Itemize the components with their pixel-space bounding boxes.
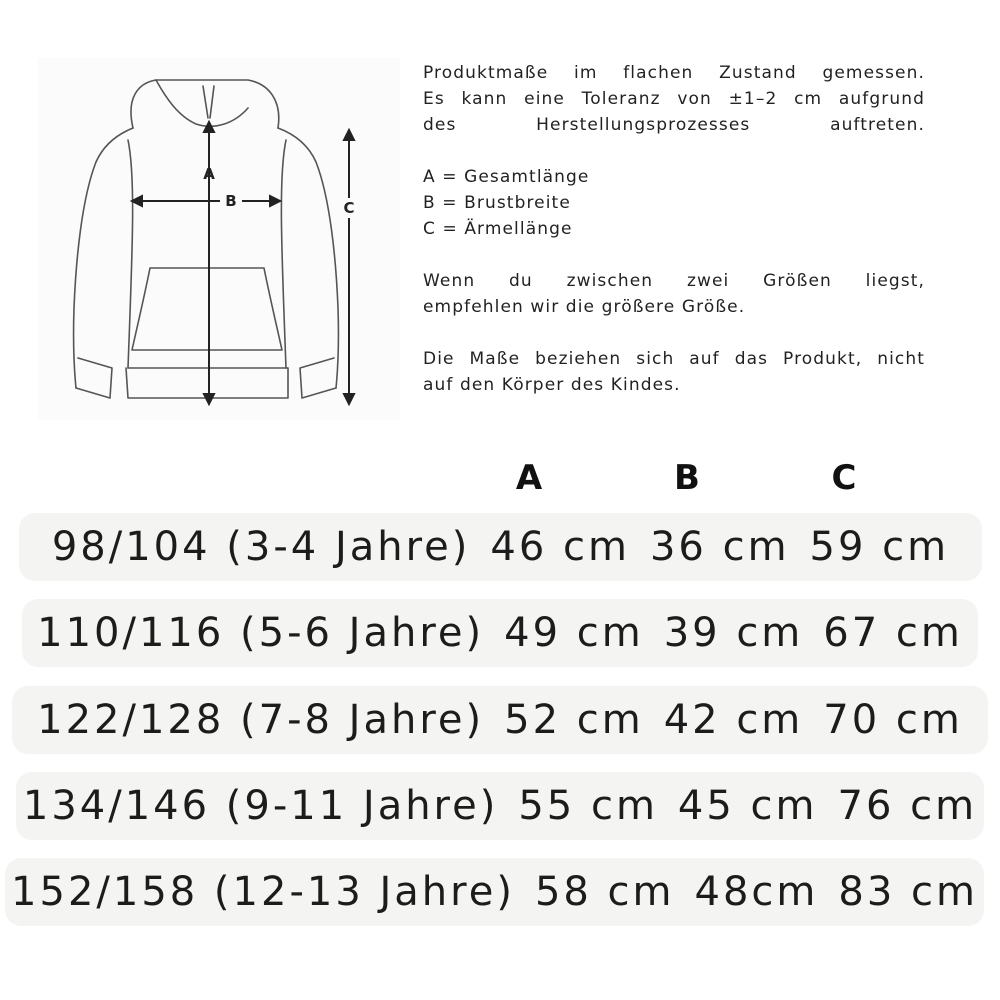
size-row [12, 686, 988, 754]
size-row [5, 858, 984, 926]
value-a: 52 cm [504, 697, 644, 743]
hoodie-drawing [38, 58, 400, 420]
size-row [16, 772, 984, 840]
legend-b: B = Brustbreite [423, 193, 571, 213]
value-c: 59 cm [809, 524, 950, 570]
note-line-1: Produktmaße im flachen Zustand gemessen. [423, 63, 925, 83]
note-line-2: Es kann eine Toleranz von ±1–2 cm aufgrund [423, 89, 925, 109]
label-b: B [225, 192, 237, 210]
label-a: A [203, 165, 215, 183]
size-label: 110/116 (5-6 Jahre) [37, 610, 485, 656]
measurement-note [423, 60, 925, 138]
column-header-c: C [831, 458, 857, 498]
size-label: 122/128 (7-8 Jahre) [37, 697, 485, 743]
advice-line-1: Wenn du zwischen zwei Größen liegst, [423, 271, 925, 291]
value-b: 42 cm [663, 697, 804, 743]
advice-line-2: empfehlen wir die größere Größe. [423, 297, 746, 317]
value-b: 48cm [694, 869, 819, 915]
value-c: 67 cm [823, 610, 963, 656]
note-line-3: des Herstellungsprozesses auftreten. [423, 115, 925, 135]
value-a: 55 cm [518, 783, 658, 829]
value-a: 46 cm [490, 524, 630, 570]
hoodie-illustration [38, 58, 400, 420]
size-advice [423, 268, 925, 320]
legend-a: A = Gesamtlänge [423, 167, 590, 187]
value-b: 36 cm [649, 524, 790, 570]
size-row [19, 513, 982, 581]
value-c: 70 cm [823, 697, 963, 743]
value-c: 83 cm [838, 869, 978, 915]
product-note [423, 346, 925, 398]
column-header-b: B [674, 458, 700, 498]
product-note-line-2: auf den Körper des Kindes. [423, 375, 681, 395]
measurement-info [423, 60, 925, 424]
size-row [22, 599, 978, 667]
column-header-a: A [515, 458, 543, 498]
value-b: 45 cm [677, 783, 818, 829]
label-c: C [343, 199, 355, 217]
value-a: 58 cm [534, 869, 675, 915]
size-label: 152/158 (12-13 Jahre) [11, 869, 515, 915]
product-note-line-1: Die Maße beziehen sich auf das Produkt, nicht [423, 349, 925, 369]
value-c: 76 cm [837, 783, 978, 829]
size-label: 134/146 (9-11 Jahre) [22, 783, 499, 829]
legend [423, 164, 925, 242]
size-label: 98/104 (3-4 Jahre) [51, 524, 471, 570]
legend-c: C = Ärmellänge [423, 219, 573, 239]
value-a: 49 cm [504, 610, 644, 656]
value-b: 39 cm [663, 610, 804, 656]
